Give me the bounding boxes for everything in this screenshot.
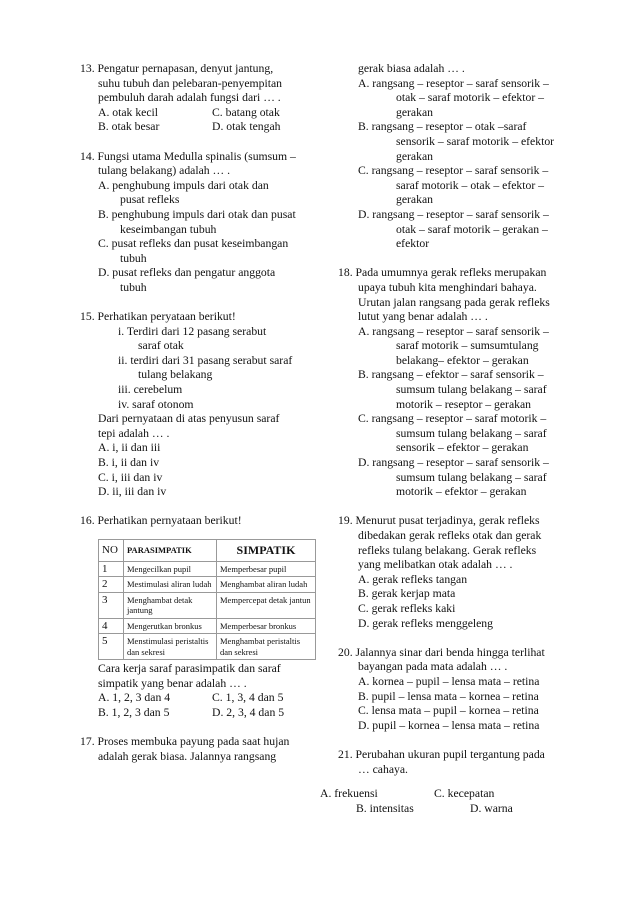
- option-b-cont: sumsum tulang belakang – saraf: [396, 383, 547, 397]
- option-d: D. warna: [470, 801, 513, 815]
- option-row: [80, 106, 338, 121]
- cell-parasimpatik: Mengecilkan pupil: [124, 561, 217, 577]
- option-a: A. frekuensi: [320, 787, 378, 800]
- question-21: [338, 748, 584, 777]
- header-no: NO: [99, 540, 124, 562]
- option-c-cont: tubuh: [120, 251, 147, 265]
- option-c-cont: sensorik – efektor – gerakan: [396, 441, 529, 455]
- option-c: C. gerak refleks kaki: [358, 601, 456, 615]
- question-14: [80, 150, 338, 296]
- cell-simpatik: Mempercepat detak jantun: [217, 592, 316, 618]
- option-b: B. pupil – lensa mata – kornea – retina: [358, 689, 539, 703]
- option-c: C. kecepatan: [434, 787, 495, 800]
- question-20: [338, 646, 584, 734]
- question-text: Urutan jalan rangsang pada gerak refleks: [358, 295, 550, 309]
- option-row: [80, 691, 338, 706]
- option-b: B. 1, 2, 3 dan 5: [98, 705, 170, 719]
- cell-no: 4: [99, 618, 124, 634]
- cell-no: 3: [99, 592, 124, 618]
- option-a: A. otak kecil: [98, 105, 159, 119]
- option-d: D. gerak refleks menggeleng: [358, 616, 493, 630]
- question-text: 15. Perhatikan peryataan berikut!: [80, 310, 236, 324]
- option-a: A. 1, 2, 3 dan 4: [98, 691, 171, 705]
- question-text: upaya tubuh kita menghindari bahaya.: [358, 280, 537, 294]
- cell-simpatik: Memperbesar bronkus: [217, 618, 316, 634]
- option-b: B. i, ii dan iv: [98, 456, 160, 470]
- question-text: 16. Perhatikan pernyataan berikut!: [80, 514, 242, 528]
- question-text: refleks tulang belakang. Gerak refleks: [358, 543, 537, 557]
- cell-parasimpatik: Mengerutkan bronkus: [124, 618, 217, 634]
- option-c: C. rangsang – reseptor – saraf motorik –: [358, 412, 547, 426]
- option-c: C. batang otak: [212, 105, 280, 119]
- question-text: 14. Fungsi utama Medulla spinalis (sumsum –: [80, 149, 296, 163]
- option-c: C. i, iii dan iv: [98, 470, 163, 484]
- option-b: B. rangsang – efektor – saraf sensorik –: [358, 368, 544, 382]
- question-text: tepi adalah … .: [98, 426, 170, 440]
- question-text: gerak biasa adalah … .: [358, 62, 465, 75]
- option-a: A. gerak refleks tangan: [358, 572, 468, 586]
- cell-simpatik: Menghambat aliran ludah: [217, 577, 316, 593]
- question-text: bayangan pada mata adalah … .: [358, 660, 508, 674]
- option-d-cont: sumsum tulang belakang – saraf: [396, 470, 547, 484]
- question-text: 13. Pengatur pernapasan, denyut jantung,: [80, 62, 274, 75]
- option-row: [320, 802, 513, 817]
- option-d: D. rangsang – reseptor – saraf sensorik –: [358, 207, 549, 221]
- question-text: 17. Proses membuka payung pada saat hujan: [80, 734, 290, 748]
- option-row: [80, 120, 338, 135]
- list-item: iii. cerebelum: [118, 383, 183, 397]
- question-16: [80, 514, 338, 720]
- cell-simpatik: Menghambat peristaltis dan sekresi: [217, 634, 316, 660]
- question-text: 20. Jalannya sinar dari benda hingga terlihat: [338, 645, 545, 659]
- question-text: Cara kerja saraf parasimpatik dan saraf: [98, 662, 281, 675]
- question-text: lutut yang benar adalah … .: [358, 310, 488, 324]
- cell-parasimpatik: Menstimulasi peristaltis dan sekresi: [124, 634, 217, 660]
- list-item-cont: tulang belakang: [138, 368, 213, 382]
- question-17-cont: [338, 62, 584, 252]
- option-a: A. rangsang – reseptor – saraf sensorik –: [358, 324, 549, 338]
- option-a: A. kornea – pupil – lensa mata – retina: [358, 674, 540, 688]
- option-c: C. rangsang – reseptor – saraf sensorik –: [358, 164, 549, 178]
- option-c: C. 1, 3, 4 dan 5: [212, 691, 284, 705]
- list-item: ii. terdiri dari 31 pasang serabut saraf: [118, 353, 293, 367]
- question-text: 21. Perubahan ukuran pupil tergantung pada: [338, 747, 545, 761]
- list-item: iv. saraf otonom: [118, 397, 194, 411]
- option-d-cont: efektor: [396, 237, 430, 251]
- option-a: A. penghubung impuls dari otak dan: [98, 178, 269, 192]
- option-b-cont: gerakan: [396, 149, 433, 163]
- cell-no: 5: [99, 634, 124, 660]
- option-a-cont: pusat refleks: [120, 193, 180, 207]
- option-b-cont: motorik – reseptor – gerakan: [396, 397, 532, 411]
- option-a: A. rangsang – reseptor – saraf sensorik –: [358, 76, 549, 90]
- option-c: C. lensa mata – pupil – kornea – retina: [358, 704, 539, 718]
- question-15: [80, 310, 338, 500]
- table-row: [99, 561, 316, 577]
- option-b: B. rangsang – reseptor – otak –saraf: [358, 120, 527, 134]
- cell-parasimpatik: Mestimulasi aliran ludah: [124, 577, 217, 593]
- option-row: [320, 787, 513, 802]
- option-d-cont: otak – saraf motorik – gerakan –: [396, 222, 548, 236]
- question-text: … cahaya.: [358, 762, 408, 776]
- option-c: C. pusat refleks dan pusat keseimbangan: [98, 237, 289, 251]
- option-row: [80, 706, 338, 721]
- right-column: [338, 62, 584, 777]
- question-18: [338, 266, 584, 500]
- option-d-cont: tubuh: [120, 280, 147, 294]
- q21-options: [320, 787, 513, 816]
- option-d: D. ii, iii dan iv: [98, 485, 167, 499]
- option-b: B. otak besar: [98, 120, 160, 134]
- header-parasimpatik: PARASIMPATIK: [124, 540, 217, 562]
- option-b: B. gerak kerjap mata: [358, 587, 456, 601]
- question-text: pembuluh darah adalah fungsi dari … .: [98, 91, 281, 105]
- option-c-cont: saraf motorik – otak – efektor –: [396, 178, 544, 192]
- cell-no: 2: [99, 577, 124, 593]
- question-text: simpatik yang benar adalah … .: [98, 676, 247, 690]
- list-item-cont: saraf otak: [138, 339, 184, 353]
- list-item: i. Terdiri dari 12 pasang serabut: [118, 324, 267, 338]
- option-d: D. pupil – kornea – lensa mata – retina: [358, 718, 540, 732]
- question-text: Dari pernyataan di atas penyusun saraf: [98, 412, 280, 426]
- option-b: B. intensitas: [356, 801, 414, 815]
- option-c-cont: sumsum tulang belakang – saraf: [396, 426, 547, 440]
- option-d: D. rangsang – reseptor – saraf sensorik –: [358, 456, 549, 470]
- table-row: [99, 618, 316, 634]
- option-a-cont: otak – saraf motorik – efektor –: [396, 91, 544, 105]
- question-text: yang melibatkan otak adalah … .: [358, 558, 513, 572]
- option-b-cont: keseimbangan tubuh: [120, 222, 217, 236]
- comparison-table: [98, 539, 316, 660]
- question-text: dibedakan gerak refleks otak dan gerak: [358, 529, 542, 542]
- left-column: [80, 62, 338, 764]
- question-13: [80, 62, 338, 135]
- option-c-cont: gerakan: [396, 193, 433, 207]
- table-row: [99, 592, 316, 618]
- option-a: A. i, ii dan iii: [98, 441, 161, 455]
- question-17: [80, 735, 338, 764]
- question-text: tulang belakang) adalah … .: [98, 164, 231, 178]
- table-row: [99, 634, 316, 660]
- option-a-cont: belakang– efektor – gerakan: [396, 353, 529, 367]
- question-text: adalah gerak biasa. Jalannya rangsang: [98, 749, 277, 763]
- question-text: 19. Menurut pusat terjadinya, gerak refleks: [338, 514, 540, 528]
- question-text: 18. Pada umumnya gerak refleks merupakan: [338, 266, 547, 280]
- question-text: suhu tubuh dan pelebaran-penyempitan: [98, 76, 283, 90]
- option-d: D. otak tengah: [212, 120, 281, 134]
- option-a-cont: gerakan: [396, 105, 433, 119]
- option-d: D. pusat refleks dan pengatur anggota: [98, 266, 276, 280]
- table-row: [99, 577, 316, 593]
- option-a-cont: saraf motorik – sumsumtulang: [396, 339, 539, 353]
- cell-parasimpatik: Menghambat detak jantung: [124, 592, 217, 618]
- option-d: D. 2, 3, 4 dan 5: [212, 705, 285, 719]
- option-b-cont: sensorik – saraf motorik – efektor: [396, 134, 555, 148]
- header-simpatik: SIMPATIK: [217, 540, 316, 562]
- option-d-cont: motorik – efektor – gerakan: [396, 485, 527, 499]
- table-header: [99, 540, 316, 562]
- cell-simpatik: Memperbesar pupil: [217, 561, 316, 577]
- option-b: B. penghubung impuls dari otak dan pusat: [98, 207, 296, 221]
- question-19: [338, 514, 584, 631]
- cell-no: 1: [99, 561, 124, 577]
